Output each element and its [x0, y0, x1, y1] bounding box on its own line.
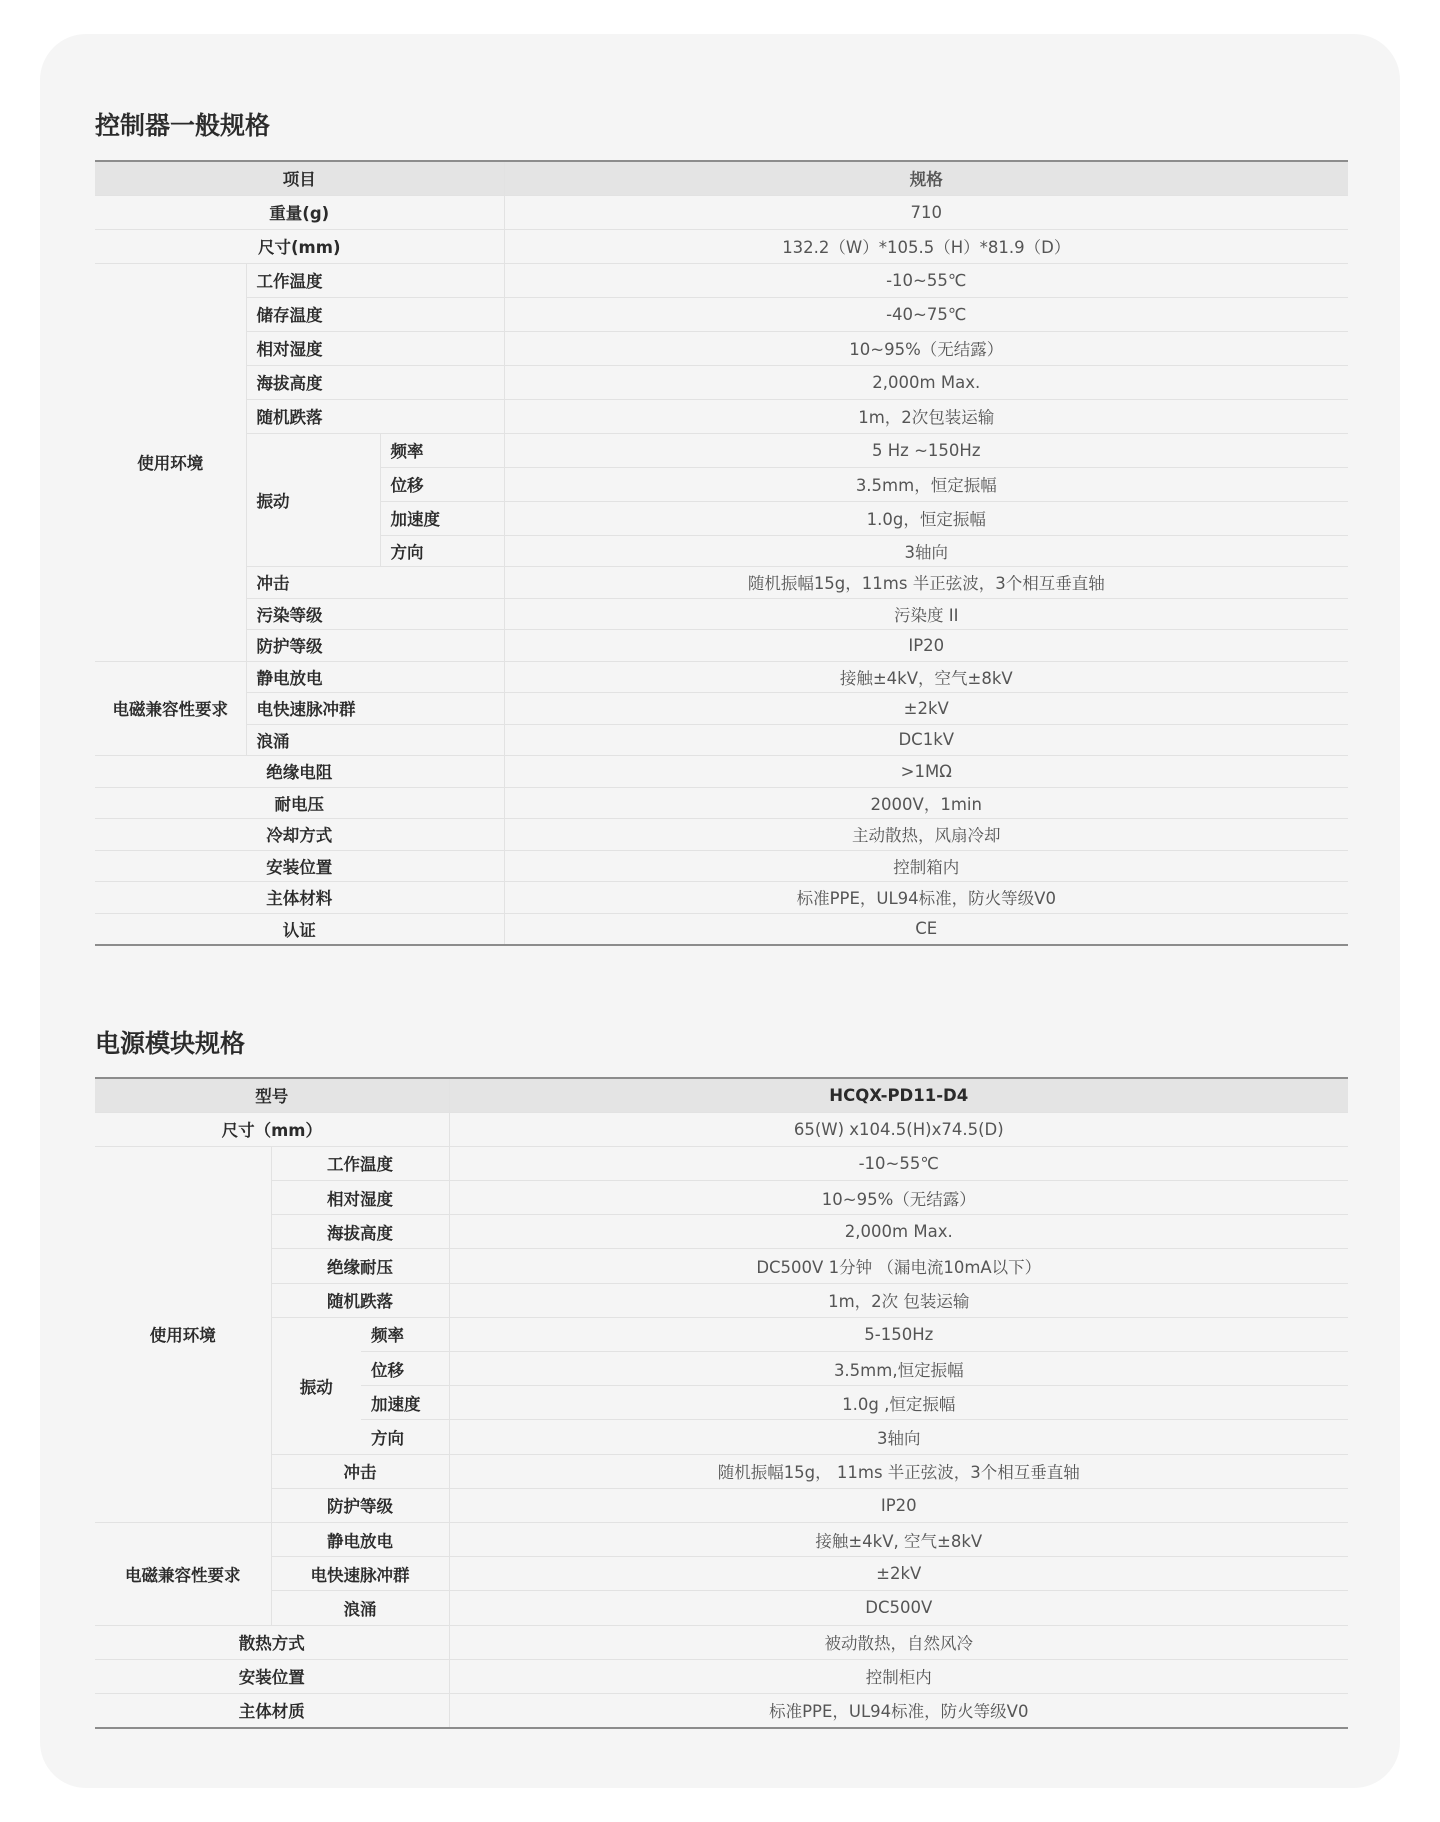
power-spec-table [95, 1077, 1348, 1729]
row-label: 尺寸（mm） [95, 1112, 449, 1146]
row-value: 5 Hz ~150Hz [504, 433, 1348, 467]
row-value: 5-150Hz [449, 1317, 1348, 1351]
table-row [95, 850, 1348, 882]
header-model: HCQX-PD11-D4 [449, 1078, 1348, 1112]
row-label: 静电放电 [271, 1522, 449, 1556]
table-row [95, 1317, 1348, 1351]
table-row [95, 693, 1348, 725]
table-row [95, 1215, 1348, 1249]
controller-section-title: 控制器一般规格 [95, 111, 271, 140]
group-label-emc: 电磁兼容性要求 [95, 661, 246, 756]
table-row [95, 263, 1348, 297]
table-row [95, 1454, 1348, 1488]
row-label: 方向 [361, 1420, 449, 1454]
table-row [95, 1557, 1348, 1591]
row-label: 相对湿度 [246, 331, 504, 365]
row-label: 频率 [380, 433, 504, 467]
row-value: 标准PPE，UL94标准，防火等级V0 [504, 882, 1348, 914]
vibration-label: 振动 [271, 1317, 361, 1454]
table-row [95, 229, 1348, 263]
row-value: 132.2（W）*105.5（H）*81.9（D） [504, 229, 1348, 263]
table-row [95, 1522, 1348, 1556]
group-label-env: 使用环境 [95, 263, 246, 661]
table-row [95, 787, 1348, 819]
controller-spec-table [95, 160, 1348, 946]
row-value: DC500V 1分钟 （漏电流10mA以下） [449, 1249, 1348, 1283]
row-label: 频率 [361, 1317, 449, 1351]
table-row [95, 661, 1348, 693]
table-row [95, 297, 1348, 331]
table-row [95, 1625, 1348, 1659]
row-label: 认证 [95, 913, 504, 945]
row-value: 1m，2次 包装运输 [449, 1283, 1348, 1317]
table-row [95, 399, 1348, 433]
row-value: 随机振幅15g，11ms 半正弦波，3个相互垂直轴 [504, 567, 1348, 599]
row-value: 接触±4kV, 空气±8kV [449, 1522, 1348, 1556]
table-row [95, 1659, 1348, 1693]
row-value: -10~55℃ [449, 1146, 1348, 1180]
row-label: 位移 [380, 467, 504, 501]
row-label: 方向 [380, 535, 504, 567]
row-value: 污染度 II [504, 598, 1348, 630]
table-row [95, 1591, 1348, 1625]
table-row [95, 365, 1348, 399]
row-value: CE [504, 913, 1348, 945]
row-label: 冲击 [246, 567, 504, 599]
row-label: 安装位置 [95, 850, 504, 882]
row-label: 防护等级 [271, 1488, 449, 1522]
header-spec: 规格 [504, 161, 1348, 195]
power-section-title: 电源模块规格 [95, 1029, 246, 1058]
row-label: 安装位置 [95, 1659, 449, 1693]
row-label: 加速度 [380, 501, 504, 535]
row-label: 电快速脉冲群 [271, 1557, 449, 1591]
table-row [95, 567, 1348, 599]
row-value: IP20 [449, 1488, 1348, 1522]
group-label-emc: 电磁兼容性要求 [95, 1522, 271, 1625]
table-row [95, 630, 1348, 662]
row-label: 电快速脉冲群 [246, 693, 504, 725]
row-label: 主体材质 [95, 1693, 449, 1727]
row-value: 主动散热，风扇冷却 [504, 819, 1348, 851]
row-value: 接触±4kV，空气±8kV [504, 661, 1348, 693]
row-value: 标准PPE，UL94标准，防火等级V0 [449, 1693, 1348, 1727]
header-item: 项目 [95, 161, 504, 195]
row-label: 加速度 [361, 1386, 449, 1420]
row-label: 相对湿度 [271, 1181, 449, 1215]
row-value: 1m，2次包装运输 [504, 399, 1348, 433]
vibration-label: 振动 [246, 433, 380, 567]
row-label: 绝缘耐压 [271, 1249, 449, 1283]
table-header-row [95, 161, 1348, 195]
row-value: -10~55℃ [504, 263, 1348, 297]
row-label: 浪涌 [271, 1591, 449, 1625]
row-value: ±2kV [449, 1557, 1348, 1591]
row-label: 随机跌落 [246, 399, 504, 433]
row-label: 静电放电 [246, 661, 504, 693]
row-value: DC1kV [504, 724, 1348, 756]
row-value: 控制箱内 [504, 850, 1348, 882]
row-value: 随机振幅15g， 11ms 半正弦波，3个相互垂直轴 [449, 1454, 1348, 1488]
row-label: 浪涌 [246, 724, 504, 756]
row-label: 重量(g) [95, 195, 504, 229]
row-label: 海拔高度 [246, 365, 504, 399]
row-value: >1MΩ [504, 756, 1348, 788]
row-label: 冷却方式 [95, 819, 504, 851]
row-value: 2000V，1min [504, 787, 1348, 819]
row-value: 710 [504, 195, 1348, 229]
table-row [95, 195, 1348, 229]
table-row [95, 598, 1348, 630]
row-label: 随机跌落 [271, 1283, 449, 1317]
row-label: 绝缘电阻 [95, 756, 504, 788]
row-value: IP20 [504, 630, 1348, 662]
row-value: 2,000m Max. [504, 365, 1348, 399]
row-label: 防护等级 [246, 630, 504, 662]
row-value: 10~95%（无结露） [449, 1181, 1348, 1215]
table-row [95, 756, 1348, 788]
row-value: 1.0g，恒定振幅 [504, 501, 1348, 535]
row-value: 3.5mm，恒定振幅 [504, 467, 1348, 501]
row-label: 海拔高度 [271, 1215, 449, 1249]
row-value: DC500V [449, 1591, 1348, 1625]
table-row [95, 724, 1348, 756]
table-row [95, 882, 1348, 914]
table-row [95, 1283, 1348, 1317]
row-value: -40~75℃ [504, 297, 1348, 331]
row-value: 3轴向 [504, 535, 1348, 567]
group-label-env: 使用环境 [95, 1146, 271, 1522]
row-value: 控制柜内 [449, 1659, 1348, 1693]
row-label: 散热方式 [95, 1625, 449, 1659]
table-row [95, 1146, 1348, 1180]
table-row [95, 1488, 1348, 1522]
table-row [95, 1112, 1348, 1146]
table-row [95, 1181, 1348, 1215]
row-label: 冲击 [271, 1454, 449, 1488]
row-value: 3轴向 [449, 1420, 1348, 1454]
row-label: 工作温度 [271, 1146, 449, 1180]
table-row [95, 331, 1348, 365]
row-label: 储存温度 [246, 297, 504, 331]
table-row [95, 1249, 1348, 1283]
row-value: 65(W) x104.5(H)x74.5(D) [449, 1112, 1348, 1146]
row-label: 污染等级 [246, 598, 504, 630]
row-label: 尺寸(mm) [95, 229, 504, 263]
table-row [95, 819, 1348, 851]
row-value: 被动散热，自然风冷 [449, 1625, 1348, 1659]
table-row [95, 913, 1348, 945]
table-row [95, 1693, 1348, 1727]
row-value: ±2kV [504, 693, 1348, 725]
table-row [95, 433, 1348, 467]
row-value: 3.5mm,恒定振幅 [449, 1352, 1348, 1386]
row-label: 耐电压 [95, 787, 504, 819]
row-value: 10~95%（无结露） [504, 331, 1348, 365]
header-item: 型号 [95, 1078, 449, 1112]
row-value: 2,000m Max. [449, 1215, 1348, 1249]
row-label: 主体材料 [95, 882, 504, 914]
table-header-row [95, 1078, 1348, 1112]
row-label: 工作温度 [246, 263, 504, 297]
row-label: 位移 [361, 1352, 449, 1386]
row-value: 1.0g ,恒定振幅 [449, 1386, 1348, 1420]
